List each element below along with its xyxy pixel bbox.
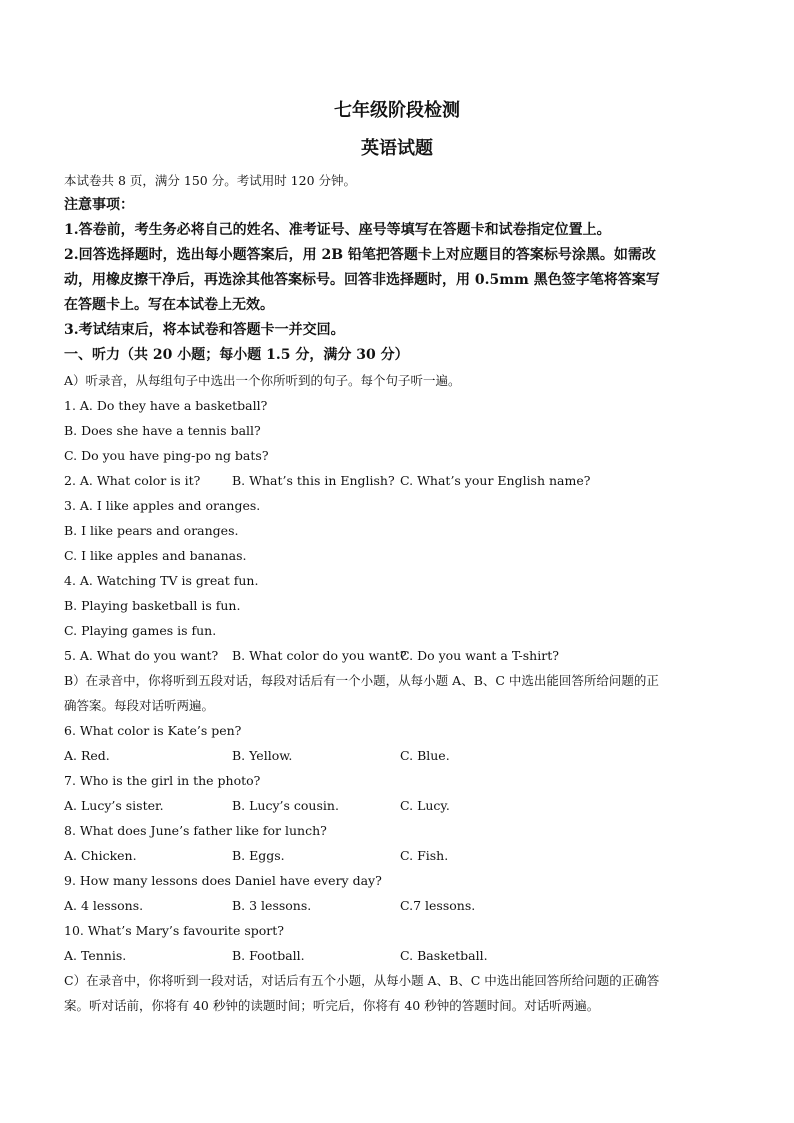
q9-stem: 9. How many lessons does Daniel have every day?: [64, 873, 382, 888]
q4-option-a: 4. A. Watching TV is great fun.: [64, 573, 259, 588]
q3-option-b: B. I like pears and oranges.: [64, 523, 239, 538]
q8-option-b: B. Eggs.: [232, 848, 285, 863]
q7-option-c: C. Lucy.: [400, 798, 450, 813]
q2-option-a: 2. A. What color is it?: [64, 473, 201, 488]
exam-intro: 本试卷共 8 页，满分 150 分。考试用时 120 分钟。: [64, 173, 357, 188]
q7-options-row: [64, 793, 730, 818]
q9-option-b: B. 3 lessons.: [232, 898, 312, 913]
q6-option-c: C. Blue.: [400, 748, 450, 763]
q3-option-a: 3. A. I like apples and oranges.: [64, 498, 261, 513]
note-1: 1.答卷前，考生务必将自己的姓名、准考证号、座号等填写在答题卡和试卷指定位置上。: [64, 222, 611, 238]
part-b-instructions-line-1: B）在录音中，你将听到五段对话，每段对话后有一个小题，从每小题 A、B、C 中选出能回答所给问题的正: [64, 673, 659, 688]
q10-option-a: A. Tennis.: [64, 948, 127, 963]
q9-option-c: C.7 lessons.: [400, 898, 476, 913]
section-1-heading: 一、听力（共 20 小题；每小题 1.5 分，满分 30 分）: [64, 347, 409, 363]
part-c-instructions-line-1: C）在录音中，你将听到一段对话，对话后有五个小题，从每小题 A、B、C 中选出能回答所给问题的正确答: [64, 973, 660, 988]
q7-option-a: A. Lucy’s sister.: [64, 798, 164, 813]
note-3: 3.考试结束后，将本试卷和答题卡一并交回。: [64, 322, 345, 338]
note-2-line-1: 2.回答选择题时，选出每小题答案后，用 2B 铅笔把答题卡上对应题目的答案标号涂黑。如需改: [64, 247, 656, 263]
q5-option-c: C. Do you want a T-shirt?: [400, 648, 559, 663]
q8-option-c: C. Fish.: [400, 848, 449, 863]
q2-options-row: [64, 468, 730, 493]
q7-option-b: B. Lucy’s cousin.: [232, 798, 339, 813]
note-2-line-3: 在答题卡上。写在本试卷上无效。: [64, 297, 274, 313]
q6-option-b: B. Yellow.: [232, 748, 293, 763]
exam-subtitle: 英语试题: [361, 138, 433, 159]
q1-option-c: C. Do you have ping-po ng bats?: [64, 448, 269, 463]
q4-option-b: B. Playing basketball is fun.: [64, 598, 241, 613]
q10-option-b: B. Football.: [232, 948, 305, 963]
q10-stem: 10. What’s Mary’s favourite sport?: [64, 923, 284, 938]
q8-stem: 8. What does June’s father like for lunch?: [64, 823, 327, 838]
q3-option-c: C. I like apples and bananas.: [64, 548, 247, 563]
q10-option-c: C. Basketball.: [400, 948, 488, 963]
q7-stem: 7. Who is the girl in the photo?: [64, 773, 261, 788]
part-a-instructions: A）听录音，从每组句子中选出一个你所听到的句子。每个句子听一遍。: [64, 373, 461, 388]
exam-title: 七年级阶段检测: [334, 100, 460, 121]
q9-options-row: [64, 893, 730, 918]
q9-option-a: A. 4 lessons.: [64, 898, 144, 913]
q4-option-c: C. Playing games is fun.: [64, 623, 217, 638]
q5-options-row: [64, 643, 730, 668]
exam-page: [64, 96, 730, 1018]
q2-option-b: B. What’s this in English?: [232, 473, 395, 488]
q8-options-row: [64, 843, 730, 868]
q1-option-a: 1. A. Do they have a basketball?: [64, 398, 268, 413]
q1-option-b: B. Does she have a tennis ball?: [64, 423, 261, 438]
q8-option-a: A. Chicken.: [64, 848, 137, 863]
part-b-instructions-line-2: 确答案。每段对话听两遍。: [64, 698, 215, 713]
notes-heading: 注意事项：: [64, 197, 134, 213]
note-2-line-2: 动，用橡皮擦干净后，再选涂其他答案标号。回答非选择题时，用 0.5mm 黑色签字笔将答案写: [64, 272, 660, 288]
q6-stem: 6. What color is Kate’s pen?: [64, 723, 242, 738]
q10-options-row: [64, 943, 730, 968]
q6-option-a: A. Red.: [64, 748, 110, 763]
part-c-instructions-line-2: 案。听对话前，你将有 40 秒钟的读题时间；听完后，你将有 40 秒钟的答题时间。对话听两遍。: [64, 998, 600, 1013]
q5-option-a: 5. A. What do you want?: [64, 648, 219, 663]
q2-option-c: C. What’s your English name?: [400, 473, 591, 488]
q6-options-row: [64, 743, 730, 768]
q5-option-b: B. What color do you want?: [232, 648, 407, 663]
